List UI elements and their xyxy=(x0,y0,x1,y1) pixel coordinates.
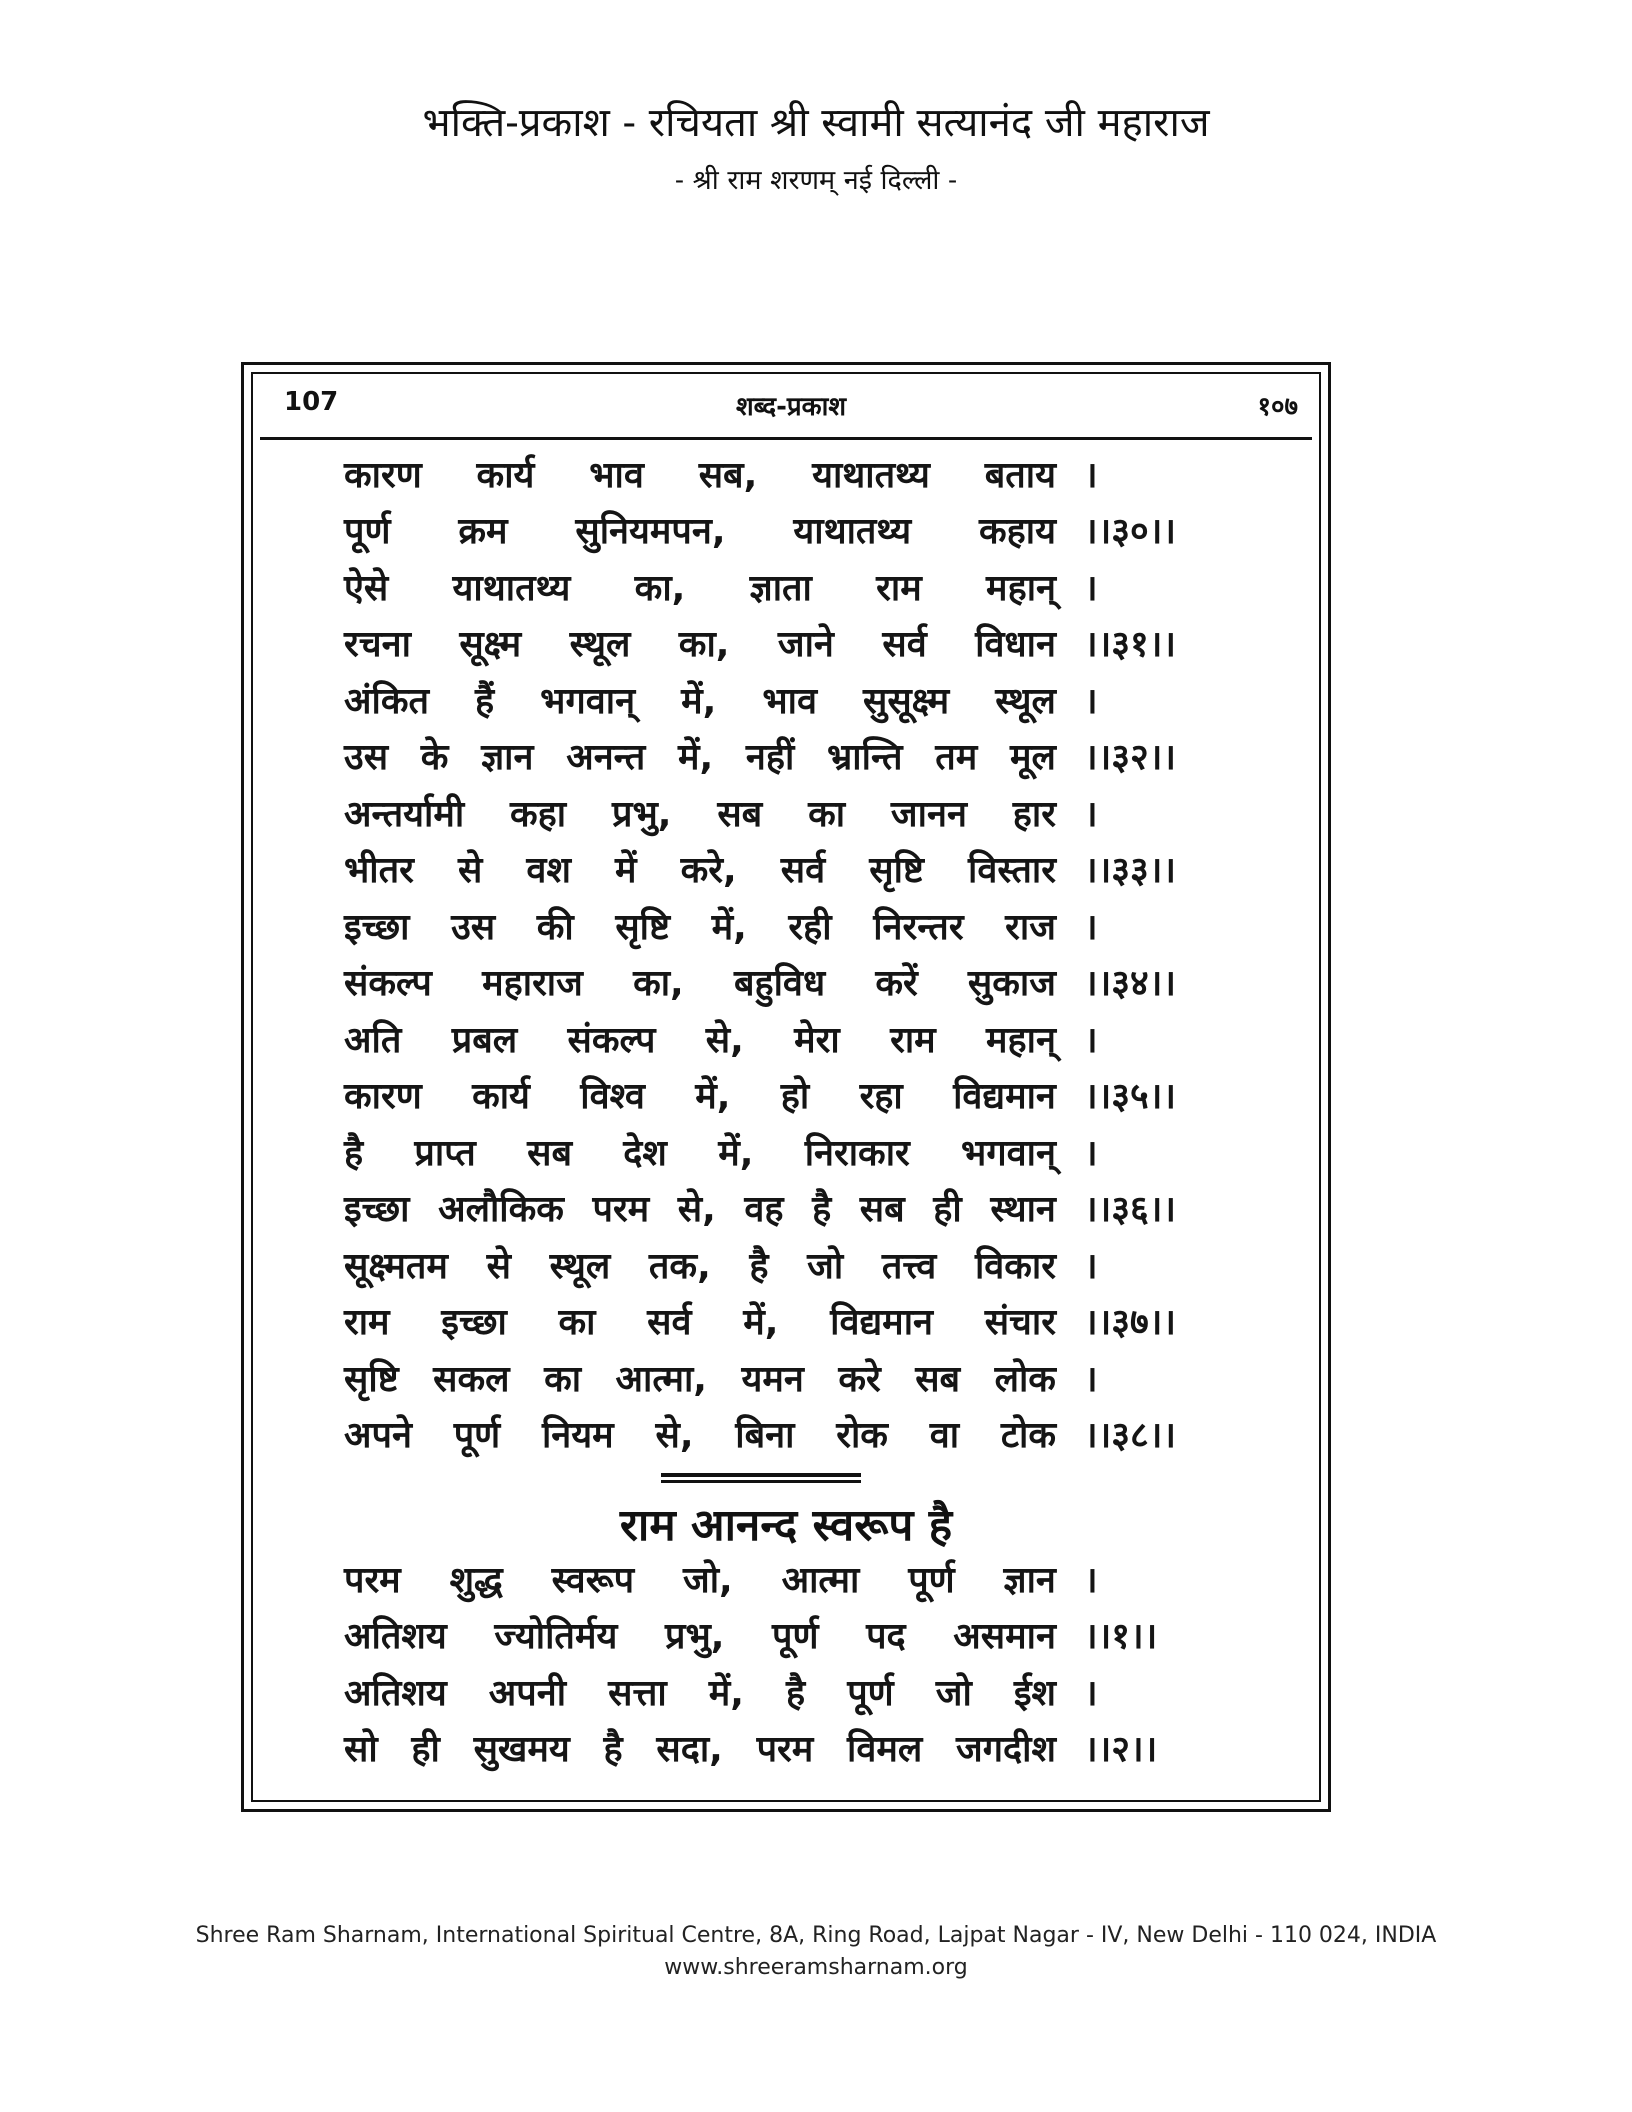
verse-mark: । xyxy=(1084,454,1098,496)
verse-word: महान् xyxy=(986,567,1056,609)
verse-word: रचना xyxy=(344,624,411,666)
verse-word: राम xyxy=(876,567,922,609)
verse-word: सब xyxy=(859,1189,905,1231)
verse-word: अनन्त xyxy=(566,737,646,779)
verse-word: सकल xyxy=(433,1358,510,1400)
verse-word: का, xyxy=(633,963,684,1005)
verse-word: राम xyxy=(344,1302,390,1344)
verse-word: भगवान् xyxy=(540,680,636,722)
verse-word: कारण xyxy=(344,454,422,496)
verse-word: शुद्ध xyxy=(449,1559,503,1601)
verse-word: भाव xyxy=(762,680,817,722)
document-title: भक्ति-प्रकाश - रचियता श्री स्वामी सत्यानंद जी महाराज xyxy=(422,100,1210,146)
verse-word: विधान xyxy=(975,624,1056,666)
verse-word: इच्छा xyxy=(344,1189,410,1231)
verse-word: राज xyxy=(1005,906,1056,948)
verse-words xyxy=(344,618,1056,667)
verse-word: में, xyxy=(708,1672,744,1714)
header-divider xyxy=(260,437,1312,440)
verse-line xyxy=(344,954,1204,1011)
verse-words xyxy=(344,901,1056,950)
verse-word: तक, xyxy=(648,1245,711,1287)
verse-word: निरन्तर xyxy=(873,906,964,948)
verse-word: में, xyxy=(681,680,717,722)
verse-word: याथातथ्य xyxy=(812,454,930,496)
verse-words xyxy=(344,731,1056,780)
verse-word: याथातथ्य xyxy=(452,567,571,609)
verse-line xyxy=(344,1349,1204,1406)
verse-word: जानन xyxy=(890,793,967,835)
verse-word: अपने xyxy=(344,1415,412,1457)
verse-mark: । xyxy=(1084,1358,1098,1400)
verse-mark: । xyxy=(1084,906,1098,948)
verse-line xyxy=(344,1236,1204,1293)
verse-line xyxy=(344,841,1204,898)
verse-word: निराकार xyxy=(804,1132,910,1174)
verse-words xyxy=(344,1296,1056,1345)
verse-word: में xyxy=(615,850,637,892)
verse-word: महान् xyxy=(986,1019,1056,1061)
verse-mark: ।।३८।। xyxy=(1084,1415,1177,1457)
verse-word: अतिशय xyxy=(344,1672,447,1714)
verse-word: तम xyxy=(935,737,978,779)
verse-mark: ।।३५।। xyxy=(1084,1076,1177,1118)
verse-line xyxy=(344,1067,1204,1124)
verse-word: सुसूक्ष्म xyxy=(862,680,950,722)
verse-words xyxy=(344,1070,1056,1119)
verse-word: का xyxy=(544,1358,582,1400)
verse-words xyxy=(344,675,1056,724)
verse-word: ही xyxy=(411,1729,440,1771)
verse-line xyxy=(344,1010,1204,1067)
verse-word: सब, xyxy=(698,454,758,496)
verse-word: में, xyxy=(743,1302,779,1344)
verse-word: ज्ञान xyxy=(1003,1559,1056,1601)
verse-word: देश xyxy=(623,1132,667,1174)
verse-word: से, xyxy=(705,1019,744,1061)
verse-word: परम xyxy=(344,1559,401,1601)
verse-word: का, xyxy=(678,624,730,666)
verse-words xyxy=(344,1240,1056,1289)
verse-line xyxy=(344,1720,1204,1777)
verse-word: सुखमय xyxy=(473,1729,570,1771)
verse-word: प्रभु, xyxy=(664,1616,725,1658)
verse-mark: । xyxy=(1084,567,1098,609)
verse-word: में, xyxy=(695,1076,731,1118)
verse-word: की xyxy=(536,906,574,948)
verse-word: प्रबल xyxy=(451,1019,518,1061)
verse-words xyxy=(344,1183,1056,1232)
verse-word: अलौकिक xyxy=(438,1189,564,1231)
verse-words xyxy=(344,1409,1056,1458)
verse-words xyxy=(344,505,1056,554)
section-divider xyxy=(661,1473,861,1483)
verse-word: टोक xyxy=(1000,1415,1056,1457)
verse-word: हैं xyxy=(475,680,495,722)
verse-word: हार xyxy=(1012,793,1056,835)
verse-word: यमन xyxy=(741,1358,804,1400)
verse-word: बताय xyxy=(984,454,1056,496)
verse-mark: ।।३७।। xyxy=(1084,1302,1177,1344)
verse-mark: । xyxy=(1084,1132,1098,1174)
page-number-arabic: 107 xyxy=(284,387,339,417)
verse-word: सर्व xyxy=(882,624,927,666)
verse-word: राम xyxy=(890,1019,936,1061)
verse-word: बिना xyxy=(735,1415,795,1457)
verse-word: संकल्प xyxy=(567,1019,656,1061)
verse-line xyxy=(344,445,1204,502)
verse-word: भ्रान्ति xyxy=(826,737,903,779)
verse-word: असमान xyxy=(953,1616,1056,1658)
verse-word: कहा xyxy=(510,793,567,835)
verse-word: सूक्ष्म xyxy=(459,624,522,666)
verse-word: का, xyxy=(634,567,686,609)
verse-line xyxy=(344,897,1204,954)
verse-mark: । xyxy=(1084,680,1098,722)
verse-line xyxy=(344,784,1204,841)
verse-word: अंकित xyxy=(344,680,429,722)
footer-website: www.shreeramsharnam.org xyxy=(664,1955,968,1980)
verse-word: स्थान xyxy=(990,1189,1056,1231)
verse-words xyxy=(344,788,1056,837)
verse-word: सब xyxy=(717,793,763,835)
verse-line xyxy=(344,1180,1204,1237)
verse-block-1 xyxy=(344,445,1204,1462)
verse-word: है xyxy=(749,1245,769,1287)
verse-word: विद्यमान xyxy=(953,1076,1056,1118)
verse-word: में, xyxy=(718,1132,754,1174)
footer-address: Shree Ram Sharnam, International Spiritual Centre, 8A, Ring Road, Lajpat Nagar - IV, New Delhi - 110 024, INDIA xyxy=(195,1923,1437,1948)
verse-line xyxy=(344,728,1204,785)
verse-word: करे xyxy=(838,1358,881,1400)
verse-word: ईश xyxy=(1013,1672,1056,1714)
verse-word: कार्य xyxy=(476,454,535,496)
verse-mark: । xyxy=(1084,1559,1098,1601)
verse-word: नियम xyxy=(541,1415,614,1457)
verse-words xyxy=(344,562,1056,611)
verse-word: सुकाज xyxy=(967,963,1056,1005)
verse-word: करें xyxy=(875,963,918,1005)
verse-words xyxy=(344,1014,1056,1063)
verse-word: सदा, xyxy=(656,1729,723,1771)
verse-word: जाने xyxy=(777,624,834,666)
verse-words xyxy=(344,1554,1056,1603)
verse-word: कहाय xyxy=(979,511,1056,553)
verse-word: उस xyxy=(344,737,389,779)
verse-word: विश्व xyxy=(580,1076,645,1118)
verse-line xyxy=(344,1406,1204,1463)
verse-mark: ।।२।। xyxy=(1084,1729,1158,1771)
verse-line xyxy=(344,1607,1204,1664)
verse-word: स्थूल xyxy=(569,624,631,666)
verse-line xyxy=(344,671,1204,728)
verse-mark: । xyxy=(1084,793,1098,835)
verse-word: उस xyxy=(451,906,496,948)
verse-word: प्राप्त xyxy=(414,1132,476,1174)
verse-mark: । xyxy=(1084,1672,1098,1714)
verse-word: रोक xyxy=(836,1415,888,1457)
verse-mark: ।।३४।। xyxy=(1084,963,1177,1005)
verse-word: वा xyxy=(929,1415,960,1457)
verse-word: है xyxy=(344,1132,364,1174)
verse-words xyxy=(344,1667,1056,1716)
running-head xyxy=(284,387,1298,427)
verse-words xyxy=(344,1353,1056,1402)
verse-word: तत्त्व xyxy=(881,1245,937,1287)
verse-word: जो, xyxy=(682,1559,733,1601)
verse-words xyxy=(344,1610,1056,1659)
verse-word: सो xyxy=(344,1729,378,1771)
verse-word: लोक xyxy=(994,1358,1056,1400)
verse-word: याथातथ्य xyxy=(793,511,912,553)
verse-words xyxy=(344,449,1056,498)
verse-mark: । xyxy=(1084,1019,1098,1061)
verse-line xyxy=(344,1663,1204,1720)
verse-word: विमल xyxy=(847,1729,923,1771)
verse-mark: ।।३३।। xyxy=(1084,850,1177,892)
verse-word: विद्यमान xyxy=(830,1302,933,1344)
verse-word: सृष्टि xyxy=(344,1358,399,1400)
verse-word: परम xyxy=(592,1189,650,1231)
verse-word: ज्ञान xyxy=(481,737,534,779)
verse-word: ही xyxy=(933,1189,962,1231)
verse-word: मेरा xyxy=(794,1019,840,1061)
verse-mark: ।।३०।। xyxy=(1084,511,1177,553)
verse-word: विस्तार xyxy=(968,850,1056,892)
verse-word: जगदीश xyxy=(956,1729,1056,1771)
section-title: शब्द-प्रकाश xyxy=(735,392,847,422)
verse-word: पूर्ण xyxy=(344,511,391,553)
verse-word: इच्छा xyxy=(441,1302,507,1344)
verse-word: अतिशय xyxy=(344,1616,447,1658)
verse-word: का xyxy=(808,793,846,835)
verse-word: वश xyxy=(526,850,571,892)
verse-word: ऐसे xyxy=(344,567,389,609)
verse-word: स्थूल xyxy=(549,1245,611,1287)
verse-word: संचार xyxy=(984,1302,1056,1344)
verse-word: नहीं xyxy=(745,737,795,779)
verse-word: संकल्प xyxy=(344,963,432,1005)
verse-word: परम xyxy=(756,1729,814,1771)
verse-word: भगवान् xyxy=(961,1132,1056,1174)
verse-word: सूक्ष्मतम xyxy=(344,1245,448,1287)
verse-word: हो xyxy=(780,1076,810,1118)
verse-word: पूर्ण xyxy=(772,1616,819,1658)
verse-word: सत्ता xyxy=(608,1672,667,1714)
verse-line xyxy=(344,1293,1204,1350)
verse-word: में, xyxy=(711,906,747,948)
verse-word: ज्ञाता xyxy=(749,567,812,609)
verse-word: अन्तर्यामी xyxy=(344,793,465,835)
verse-word: स्थूल xyxy=(995,680,1056,722)
verse-word: से xyxy=(486,1245,511,1287)
verse-word: जो xyxy=(935,1672,972,1714)
verse-word: अपनी xyxy=(488,1672,567,1714)
verse-words xyxy=(344,957,1056,1006)
verse-mark: ।।१।। xyxy=(1084,1616,1158,1658)
document-subtitle: - श्री राम शरणम् नई दिल्ली - xyxy=(674,165,958,196)
verse-mark: ।।३२।। xyxy=(1084,737,1177,779)
verse-word: आत्मा xyxy=(781,1559,860,1601)
verse-word: है xyxy=(812,1189,832,1231)
verse-words xyxy=(344,844,1056,893)
verse-word: स्वरूप xyxy=(551,1559,635,1601)
verse-word: सर्व xyxy=(647,1302,692,1344)
verse-word: रहा xyxy=(859,1076,903,1118)
verse-word: बहुविध xyxy=(733,963,826,1005)
verse-word: क्रम xyxy=(458,511,508,553)
page-number-devanagari: १०७ xyxy=(1257,392,1298,422)
verse-word: महाराज xyxy=(482,963,583,1005)
verse-word: है xyxy=(786,1672,806,1714)
verse-word: में, xyxy=(677,737,714,779)
verse-word: से xyxy=(457,850,483,892)
verse-line xyxy=(344,502,1204,559)
verse-word: वह xyxy=(744,1189,784,1231)
verse-word: भीतर xyxy=(344,850,414,892)
verse-word: रही xyxy=(788,906,832,948)
verse-word: विकार xyxy=(974,1245,1056,1287)
verse-word: मूल xyxy=(1010,737,1056,779)
verse-word: सर्व xyxy=(780,850,826,892)
verse-word: जो xyxy=(807,1245,844,1287)
verse-word: से, xyxy=(655,1415,694,1457)
verse-word: कारण xyxy=(344,1076,422,1118)
verse-word: के xyxy=(420,737,449,779)
verse-word: भाव xyxy=(589,454,644,496)
verse-mark: ।।३६।। xyxy=(1084,1189,1177,1231)
verse-word: का xyxy=(558,1302,596,1344)
verse-word: पूर्ण xyxy=(908,1559,955,1601)
page-footer xyxy=(0,1920,1632,1984)
verse-mark: ।।३१।। xyxy=(1084,624,1177,666)
verse-word: सृष्टि xyxy=(615,906,671,948)
verse-word: प्रभु, xyxy=(611,793,672,835)
page-header xyxy=(0,95,1632,201)
verse-word: पद xyxy=(866,1616,906,1658)
verse-word: आत्मा, xyxy=(615,1358,707,1400)
verse-word: पूर्ण xyxy=(453,1415,501,1457)
verse-words xyxy=(344,1127,1056,1176)
verse-word: है xyxy=(603,1729,623,1771)
verse-line xyxy=(344,1550,1204,1607)
verse-line xyxy=(344,615,1204,672)
verse-word: सुनियमपन, xyxy=(575,511,726,553)
verse-line xyxy=(344,558,1204,615)
page-frame xyxy=(241,362,1331,1812)
verse-word: से, xyxy=(677,1189,716,1231)
verse-word: करे, xyxy=(680,850,737,892)
verse-word: सब xyxy=(915,1358,961,1400)
verse-word: अति xyxy=(344,1019,402,1061)
section-heading: राम आनन्द स्वरूप है xyxy=(619,1500,953,1551)
verse-word: इच्छा xyxy=(344,906,410,948)
verse-mark: । xyxy=(1084,1245,1098,1287)
verse-word: ज्योतिर्मय xyxy=(494,1616,618,1658)
verse-word: कार्य xyxy=(472,1076,530,1118)
verse-words xyxy=(344,1723,1056,1772)
verse-block-2 xyxy=(344,1550,1204,1776)
verse-word: पूर्ण xyxy=(847,1672,894,1714)
verse-line xyxy=(344,1123,1204,1180)
verse-word: सब xyxy=(527,1132,573,1174)
verse-word: सृष्टि xyxy=(869,850,924,892)
